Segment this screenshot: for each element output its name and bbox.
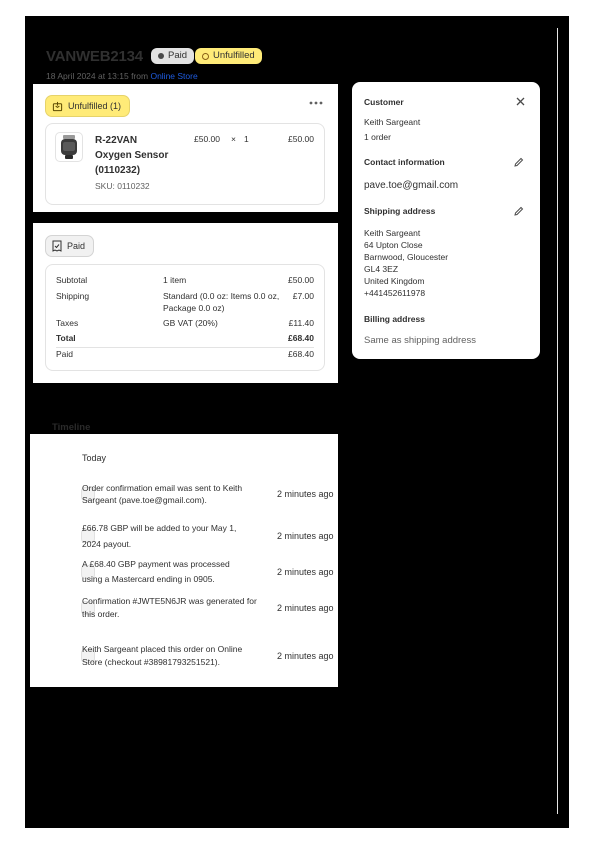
unfulfilled-status-pill xyxy=(45,95,130,117)
close-icon[interactable] xyxy=(516,97,525,106)
paid-label: Paid xyxy=(67,241,86,251)
paid-divider xyxy=(56,347,314,348)
timeline-event-line2: Sargeant (pave.toe@gmail.com). xyxy=(82,495,207,505)
status-dot-icon xyxy=(158,53,164,59)
product-sku: SKU: 0110232 xyxy=(95,181,150,191)
customer-name-link[interactable]: Keith Sargeant xyxy=(364,117,421,127)
timeline-heading: Timeline xyxy=(52,422,91,433)
product-name-line2[interactable]: Oxygen Sensor xyxy=(95,150,169,161)
total-label: Total xyxy=(56,333,76,343)
multiply-sign: × xyxy=(231,134,236,144)
taxes-desc[interactable]: GB VAT (20%) xyxy=(163,318,218,328)
timeline-event-line1: Confirmation #JWTE5N6JR was generated for xyxy=(82,596,257,606)
timeline-event-line2: using a Mastercard ending in 0905. xyxy=(82,574,215,584)
timeline-event-line1: Order confirmation email was sent to Keith xyxy=(82,483,243,493)
shipping-desc-line2: Package 0.0 oz) xyxy=(163,303,225,313)
scrollbar-track[interactable] xyxy=(557,28,558,814)
timeline-event-time: 2 minutes ago xyxy=(277,489,334,499)
address-line: Barnwood, Gloucester xyxy=(364,252,449,262)
paid-row-label: Paid xyxy=(56,349,74,359)
payment-summary xyxy=(45,264,325,371)
fulfillment-status-label: Unfulfilled xyxy=(213,50,255,61)
shipping-label: Shipping xyxy=(56,291,90,301)
receipt-icon xyxy=(52,240,62,252)
paid-row-amount: £68.40 xyxy=(288,349,314,359)
timeline-event-line2: 2024 payout. xyxy=(82,539,132,549)
subtotal-desc: 1 item xyxy=(163,275,187,285)
customer-heading: Customer xyxy=(364,97,404,107)
fulfillment-card xyxy=(33,84,338,212)
customer-card xyxy=(352,82,540,359)
timeline-event-line1: £66.78 GBP will be added to your May 1, xyxy=(82,523,237,533)
timeline-event-time: 2 minutes ago xyxy=(277,567,334,577)
timeline-event-time: 2 minutes ago xyxy=(277,603,334,613)
address-line: United Kingdom xyxy=(364,276,425,286)
subtotal-amount: £50.00 xyxy=(288,275,314,285)
shipping-desc-line1: Standard (0.0 oz: Items 0.0 oz, xyxy=(163,291,280,301)
timeline-event-time: 2 minutes ago xyxy=(277,651,334,661)
customer-order-count[interactable]: 1 order xyxy=(364,132,391,142)
address-line: 64 Upton Close xyxy=(364,240,423,250)
pencil-icon[interactable] xyxy=(513,206,524,217)
order-source-link[interactable]: Online Store xyxy=(150,71,198,81)
payment-status-badge xyxy=(151,48,194,64)
timeline-event-line2: this order. xyxy=(82,609,120,619)
customer-email[interactable]: pave.toe@gmail.com xyxy=(364,180,459,191)
timeline-event-time: 2 minutes ago xyxy=(277,531,334,541)
order-meta xyxy=(46,71,198,81)
status-ring-icon xyxy=(202,53,209,60)
more-horizontal-icon[interactable] xyxy=(309,100,323,106)
line-total: £50.00 xyxy=(288,134,314,144)
total-amount: £68.40 xyxy=(288,333,314,343)
timeline-event-line1: A £68.40 GBP payment was processed xyxy=(82,559,230,569)
address-line: GL4 3EZ xyxy=(364,264,399,274)
product-name-line3[interactable]: (0110232) xyxy=(95,165,141,176)
payment-status-label: Paid xyxy=(168,50,188,61)
address-line: Keith Sargeant xyxy=(364,228,421,238)
pencil-icon[interactable] xyxy=(513,157,524,168)
subtotal-label: Subtotal xyxy=(56,275,88,285)
fulfillment-status-badge xyxy=(195,48,262,64)
box-icon xyxy=(52,101,63,112)
paid-status-pill xyxy=(45,235,94,257)
order-date: 18 April 2024 at 13:15 from xyxy=(46,71,149,81)
order-number: VANWEB2134 xyxy=(46,48,143,65)
taxes-amount: £11.40 xyxy=(288,318,314,328)
timeline-card xyxy=(30,434,338,687)
line-item xyxy=(45,123,325,205)
billing-address-value: Same as shipping address xyxy=(364,335,476,346)
product-name-line1[interactable]: R-22VAN xyxy=(95,135,138,146)
product-thumbnail xyxy=(55,132,83,162)
payment-card xyxy=(33,223,338,383)
contact-heading: Contact information xyxy=(364,157,445,167)
billing-address-heading: Billing address xyxy=(364,314,425,324)
shipping-amount: £7.00 xyxy=(292,291,314,301)
timeline-event-line1: Keith Sargeant placed this order on Online xyxy=(82,644,243,654)
quantity: 1 xyxy=(244,134,249,144)
timeline-day: Today xyxy=(82,453,107,463)
unit-price: £50.00 xyxy=(194,134,220,144)
address-line: +441452611978 xyxy=(364,288,426,298)
unfulfilled-label: Unfulfilled (1) xyxy=(68,101,122,111)
sensor-thumbnail xyxy=(56,133,82,161)
shipping-address-heading: Shipping address xyxy=(364,206,436,216)
timeline-event-line2: Store (checkout #38981793251521). xyxy=(82,657,220,667)
taxes-label: Taxes xyxy=(56,318,79,328)
